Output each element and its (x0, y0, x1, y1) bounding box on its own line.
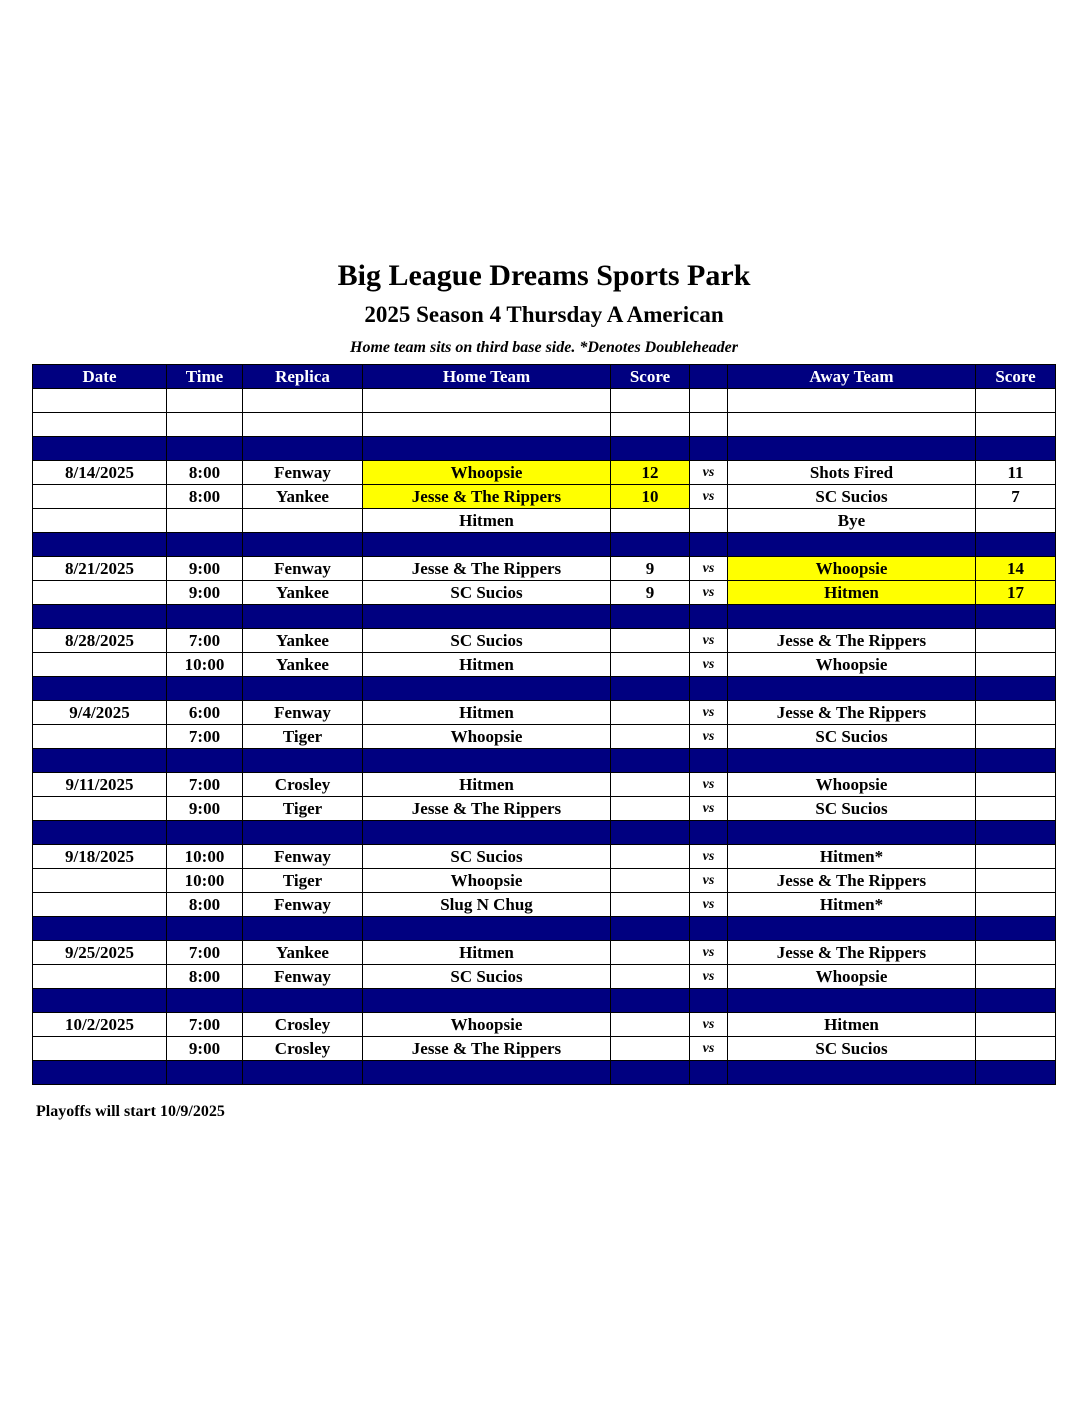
home-score-cell (611, 893, 690, 917)
home-team-cell: Hitmen (363, 941, 611, 965)
time-cell: 9:00 (167, 797, 243, 821)
replica-cell: Yankee (243, 581, 363, 605)
replica-cell (243, 389, 363, 413)
week-separator-row (33, 989, 1056, 1013)
game-row (33, 581, 1056, 605)
vs-cell: vs (690, 893, 728, 917)
away-team-cell (728, 821, 976, 845)
time-cell: 8:00 (167, 485, 243, 509)
date-cell (33, 413, 167, 437)
away-team-cell (728, 413, 976, 437)
home-score-cell (611, 749, 690, 773)
home-score-cell (611, 629, 690, 653)
away-score-cell (976, 1013, 1056, 1037)
week-separator-row (33, 437, 1056, 461)
away-team-cell: SC Sucios (728, 725, 976, 749)
game-row (33, 845, 1056, 869)
away-score-cell: 11 (976, 461, 1056, 485)
replica-cell (243, 509, 363, 533)
away-score-cell (976, 725, 1056, 749)
replica-cell (243, 1061, 363, 1085)
home-score-cell: 12 (611, 461, 690, 485)
game-row (33, 461, 1056, 485)
game-row (33, 893, 1056, 917)
time-cell: 7:00 (167, 773, 243, 797)
time-cell: 8:00 (167, 461, 243, 485)
col-replica-header: Replica (243, 365, 363, 389)
game-row (33, 509, 1056, 533)
replica-cell: Tiger (243, 725, 363, 749)
game-row (33, 725, 1056, 749)
schedule-body (33, 389, 1056, 1085)
week-separator-row (33, 821, 1056, 845)
home-score-cell (611, 869, 690, 893)
blank-row (33, 413, 1056, 437)
home-team-cell (363, 605, 611, 629)
replica-cell: Fenway (243, 965, 363, 989)
time-cell: 8:00 (167, 965, 243, 989)
time-cell (167, 917, 243, 941)
home-team-cell: Whoopsie (363, 461, 611, 485)
vs-cell: vs (690, 557, 728, 581)
week-separator-row (33, 605, 1056, 629)
blank-row (33, 389, 1056, 413)
page-title: Big League Dreams Sports Park (337, 259, 751, 292)
date-cell (33, 677, 167, 701)
vs-cell (690, 437, 728, 461)
date-cell: 8/28/2025 (33, 629, 167, 653)
home-score-cell (611, 509, 690, 533)
home-team-cell: SC Sucios (363, 965, 611, 989)
away-score-cell (976, 773, 1056, 797)
replica-cell (243, 989, 363, 1013)
time-cell: 9:00 (167, 1037, 243, 1061)
time-cell (167, 533, 243, 557)
replica-cell: Yankee (243, 485, 363, 509)
replica-cell: Crosley (243, 773, 363, 797)
week-separator-row (33, 749, 1056, 773)
date-cell (33, 509, 167, 533)
date-cell: 10/2/2025 (33, 1013, 167, 1037)
home-score-cell (611, 605, 690, 629)
away-team-cell: Hitmen (728, 581, 976, 605)
vs-cell (690, 605, 728, 629)
home-score-cell (611, 845, 690, 869)
away-score-cell (976, 677, 1056, 701)
home-score-cell (611, 773, 690, 797)
away-team-cell: Whoopsie (728, 557, 976, 581)
vs-cell (690, 749, 728, 773)
vs-cell (690, 389, 728, 413)
game-row (33, 869, 1056, 893)
home-score-cell (611, 389, 690, 413)
home-team-cell (363, 749, 611, 773)
home-score-cell (611, 989, 690, 1013)
game-row (33, 773, 1056, 797)
away-team-cell: Hitmen (728, 1013, 976, 1037)
date-cell (33, 437, 167, 461)
vs-cell (690, 917, 728, 941)
week-separator-row (33, 677, 1056, 701)
away-team-cell: SC Sucios (728, 1037, 976, 1061)
home-team-cell: Jesse & The Rippers (363, 557, 611, 581)
replica-cell (243, 437, 363, 461)
home-score-cell (611, 437, 690, 461)
home-team-cell (363, 821, 611, 845)
home-team-cell: Whoopsie (363, 1013, 611, 1037)
away-team-cell (728, 989, 976, 1013)
home-score-cell (611, 701, 690, 725)
away-team-cell (728, 533, 976, 557)
home-team-cell: Jesse & The Rippers (363, 1037, 611, 1061)
vs-cell: vs (690, 629, 728, 653)
away-team-cell: Whoopsie (728, 653, 976, 677)
replica-cell: Yankee (243, 629, 363, 653)
away-score-cell (976, 845, 1056, 869)
replica-cell: Crosley (243, 1037, 363, 1061)
game-row (33, 965, 1056, 989)
time-cell: 7:00 (167, 629, 243, 653)
schedule-table (32, 364, 1056, 1085)
vs-cell: vs (690, 773, 728, 797)
header-row (33, 365, 1056, 389)
col-date-header: Date (33, 365, 167, 389)
time-cell: 10:00 (167, 869, 243, 893)
away-score-cell (976, 389, 1056, 413)
week-separator-row (33, 533, 1056, 557)
away-team-cell (728, 677, 976, 701)
home-team-cell: Slug N Chug (363, 893, 611, 917)
home-score-cell (611, 941, 690, 965)
schedule-note: Home team sits on third base side. *Denotes Doubleheader (350, 339, 738, 356)
home-team-cell (363, 917, 611, 941)
replica-cell (243, 533, 363, 557)
home-score-cell (611, 677, 690, 701)
time-cell: 6:00 (167, 701, 243, 725)
date-cell (33, 653, 167, 677)
home-score-cell (611, 965, 690, 989)
home-score-cell (611, 533, 690, 557)
time-cell (167, 1061, 243, 1085)
away-team-cell: Hitmen* (728, 845, 976, 869)
home-team-cell: Hitmen (363, 653, 611, 677)
date-cell (33, 1061, 167, 1085)
date-cell (33, 797, 167, 821)
away-score-cell (976, 701, 1056, 725)
away-score-cell (976, 965, 1056, 989)
time-cell (167, 677, 243, 701)
replica-cell (243, 917, 363, 941)
game-row (33, 701, 1056, 725)
home-team-cell: SC Sucios (363, 629, 611, 653)
date-cell (33, 749, 167, 773)
home-score-cell (611, 1061, 690, 1085)
away-team-cell: Jesse & The Rippers (728, 941, 976, 965)
replica-cell: Tiger (243, 797, 363, 821)
home-team-cell: Jesse & The Rippers (363, 797, 611, 821)
col-away-score-header: Score (976, 365, 1056, 389)
date-cell (33, 485, 167, 509)
time-cell (167, 821, 243, 845)
vs-cell (690, 509, 728, 533)
game-row (33, 1037, 1056, 1061)
home-score-cell (611, 1013, 690, 1037)
date-cell: 9/18/2025 (33, 845, 167, 869)
away-team-cell (728, 917, 976, 941)
vs-cell (690, 677, 728, 701)
home-team-cell (363, 677, 611, 701)
game-row (33, 485, 1056, 509)
replica-cell: Crosley (243, 1013, 363, 1037)
time-cell (167, 749, 243, 773)
date-cell (33, 1037, 167, 1061)
away-team-cell (728, 389, 976, 413)
away-team-cell: Shots Fired (728, 461, 976, 485)
home-team-cell: Hitmen (363, 701, 611, 725)
vs-cell: vs (690, 653, 728, 677)
time-cell: 10:00 (167, 845, 243, 869)
away-team-cell: Whoopsie (728, 965, 976, 989)
time-cell (167, 413, 243, 437)
replica-cell: Yankee (243, 941, 363, 965)
date-cell: 9/25/2025 (33, 941, 167, 965)
away-score-cell (976, 749, 1056, 773)
date-cell (33, 965, 167, 989)
game-row (33, 1013, 1056, 1037)
away-score-cell: 17 (976, 581, 1056, 605)
vs-cell: vs (690, 965, 728, 989)
away-score-cell (976, 821, 1056, 845)
game-row (33, 797, 1056, 821)
away-team-cell (728, 605, 976, 629)
time-cell: 7:00 (167, 725, 243, 749)
time-cell: 10:00 (167, 653, 243, 677)
date-cell (33, 533, 167, 557)
home-score-cell: 9 (611, 557, 690, 581)
col-home-score-header: Score (611, 365, 690, 389)
vs-cell: vs (690, 1013, 728, 1037)
date-cell: 9/4/2025 (33, 701, 167, 725)
replica-cell: Fenway (243, 893, 363, 917)
away-team-cell: Jesse & The Rippers (728, 869, 976, 893)
home-score-cell (611, 797, 690, 821)
away-score-cell (976, 605, 1056, 629)
col-home-team-header: Home Team (363, 365, 611, 389)
away-team-cell: Jesse & The Rippers (728, 629, 976, 653)
time-cell: 9:00 (167, 557, 243, 581)
date-cell (33, 989, 167, 1013)
away-team-cell: Bye (728, 509, 976, 533)
vs-cell (690, 413, 728, 437)
away-team-cell: Hitmen* (728, 893, 976, 917)
away-score-cell (976, 989, 1056, 1013)
away-team-cell: Whoopsie (728, 773, 976, 797)
away-team-cell (728, 437, 976, 461)
away-score-cell (976, 869, 1056, 893)
vs-cell (690, 821, 728, 845)
replica-cell: Fenway (243, 701, 363, 725)
vs-cell: vs (690, 797, 728, 821)
home-team-cell (363, 389, 611, 413)
replica-cell: Fenway (243, 845, 363, 869)
away-team-cell: SC Sucios (728, 485, 976, 509)
col-vs-header (690, 365, 728, 389)
time-cell (167, 605, 243, 629)
date-cell: 8/21/2025 (33, 557, 167, 581)
replica-cell: Fenway (243, 557, 363, 581)
away-team-cell (728, 1061, 976, 1085)
date-cell (33, 917, 167, 941)
home-team-cell: Whoopsie (363, 869, 611, 893)
away-team-cell: SC Sucios (728, 797, 976, 821)
replica-cell: Tiger (243, 869, 363, 893)
home-team-cell: Whoopsie (363, 725, 611, 749)
playoffs-note: Playoffs will start 10/9/2025 (36, 1103, 225, 1120)
vs-cell (690, 533, 728, 557)
vs-cell: vs (690, 701, 728, 725)
replica-cell (243, 821, 363, 845)
time-cell: 9:00 (167, 581, 243, 605)
date-cell: 8/14/2025 (33, 461, 167, 485)
away-score-cell (976, 893, 1056, 917)
date-cell (33, 869, 167, 893)
home-team-cell (363, 533, 611, 557)
game-row (33, 653, 1056, 677)
home-team-cell (363, 989, 611, 1013)
time-cell (167, 389, 243, 413)
away-team-cell: Jesse & The Rippers (728, 701, 976, 725)
date-cell (33, 725, 167, 749)
home-score-cell: 9 (611, 581, 690, 605)
time-cell (167, 437, 243, 461)
home-team-cell: Hitmen (363, 509, 611, 533)
replica-cell (243, 677, 363, 701)
home-score-cell (611, 1037, 690, 1061)
home-team-cell: SC Sucios (363, 581, 611, 605)
vs-cell: vs (690, 485, 728, 509)
vs-cell (690, 989, 728, 1013)
date-cell (33, 893, 167, 917)
replica-cell (243, 749, 363, 773)
away-score-cell (976, 413, 1056, 437)
home-score-cell (611, 917, 690, 941)
away-score-cell (976, 653, 1056, 677)
home-team-cell: Hitmen (363, 773, 611, 797)
date-cell (33, 605, 167, 629)
game-row (33, 629, 1056, 653)
vs-cell: vs (690, 845, 728, 869)
away-score-cell (976, 533, 1056, 557)
vs-cell: vs (690, 581, 728, 605)
col-away-team-header: Away Team (728, 365, 976, 389)
replica-cell (243, 413, 363, 437)
date-cell (33, 581, 167, 605)
week-separator-row (33, 917, 1056, 941)
replica-cell: Yankee (243, 653, 363, 677)
home-team-cell: Jesse & The Rippers (363, 485, 611, 509)
date-cell (33, 821, 167, 845)
away-score-cell (976, 917, 1056, 941)
time-cell (167, 989, 243, 1013)
page-subtitle: 2025 Season 4 Thursday A American (364, 302, 724, 327)
home-score-cell (611, 413, 690, 437)
replica-cell: Fenway (243, 461, 363, 485)
away-score-cell (976, 437, 1056, 461)
game-row (33, 557, 1056, 581)
time-cell: 7:00 (167, 1013, 243, 1037)
time-cell (167, 509, 243, 533)
date-cell: 9/11/2025 (33, 773, 167, 797)
home-team-cell: SC Sucios (363, 845, 611, 869)
away-team-cell (728, 749, 976, 773)
col-time-header: Time (167, 365, 243, 389)
home-score-cell (611, 821, 690, 845)
away-score-cell: 14 (976, 557, 1056, 581)
time-cell: 7:00 (167, 941, 243, 965)
away-score-cell (976, 1037, 1056, 1061)
vs-cell: vs (690, 869, 728, 893)
date-cell (33, 389, 167, 413)
home-score-cell: 10 (611, 485, 690, 509)
game-row (33, 941, 1056, 965)
vs-cell: vs (690, 1037, 728, 1061)
vs-cell: vs (690, 725, 728, 749)
away-score-cell (976, 797, 1056, 821)
away-score-cell (976, 629, 1056, 653)
away-score-cell: 7 (976, 485, 1056, 509)
home-score-cell (611, 653, 690, 677)
away-score-cell (976, 509, 1056, 533)
home-team-cell (363, 413, 611, 437)
replica-cell (243, 605, 363, 629)
home-team-cell (363, 1061, 611, 1085)
home-score-cell (611, 725, 690, 749)
away-score-cell (976, 1061, 1056, 1085)
vs-cell: vs (690, 941, 728, 965)
vs-cell: vs (690, 461, 728, 485)
home-team-cell (363, 437, 611, 461)
away-score-cell (976, 941, 1056, 965)
time-cell: 8:00 (167, 893, 243, 917)
week-separator-row (33, 1061, 1056, 1085)
vs-cell (690, 1061, 728, 1085)
